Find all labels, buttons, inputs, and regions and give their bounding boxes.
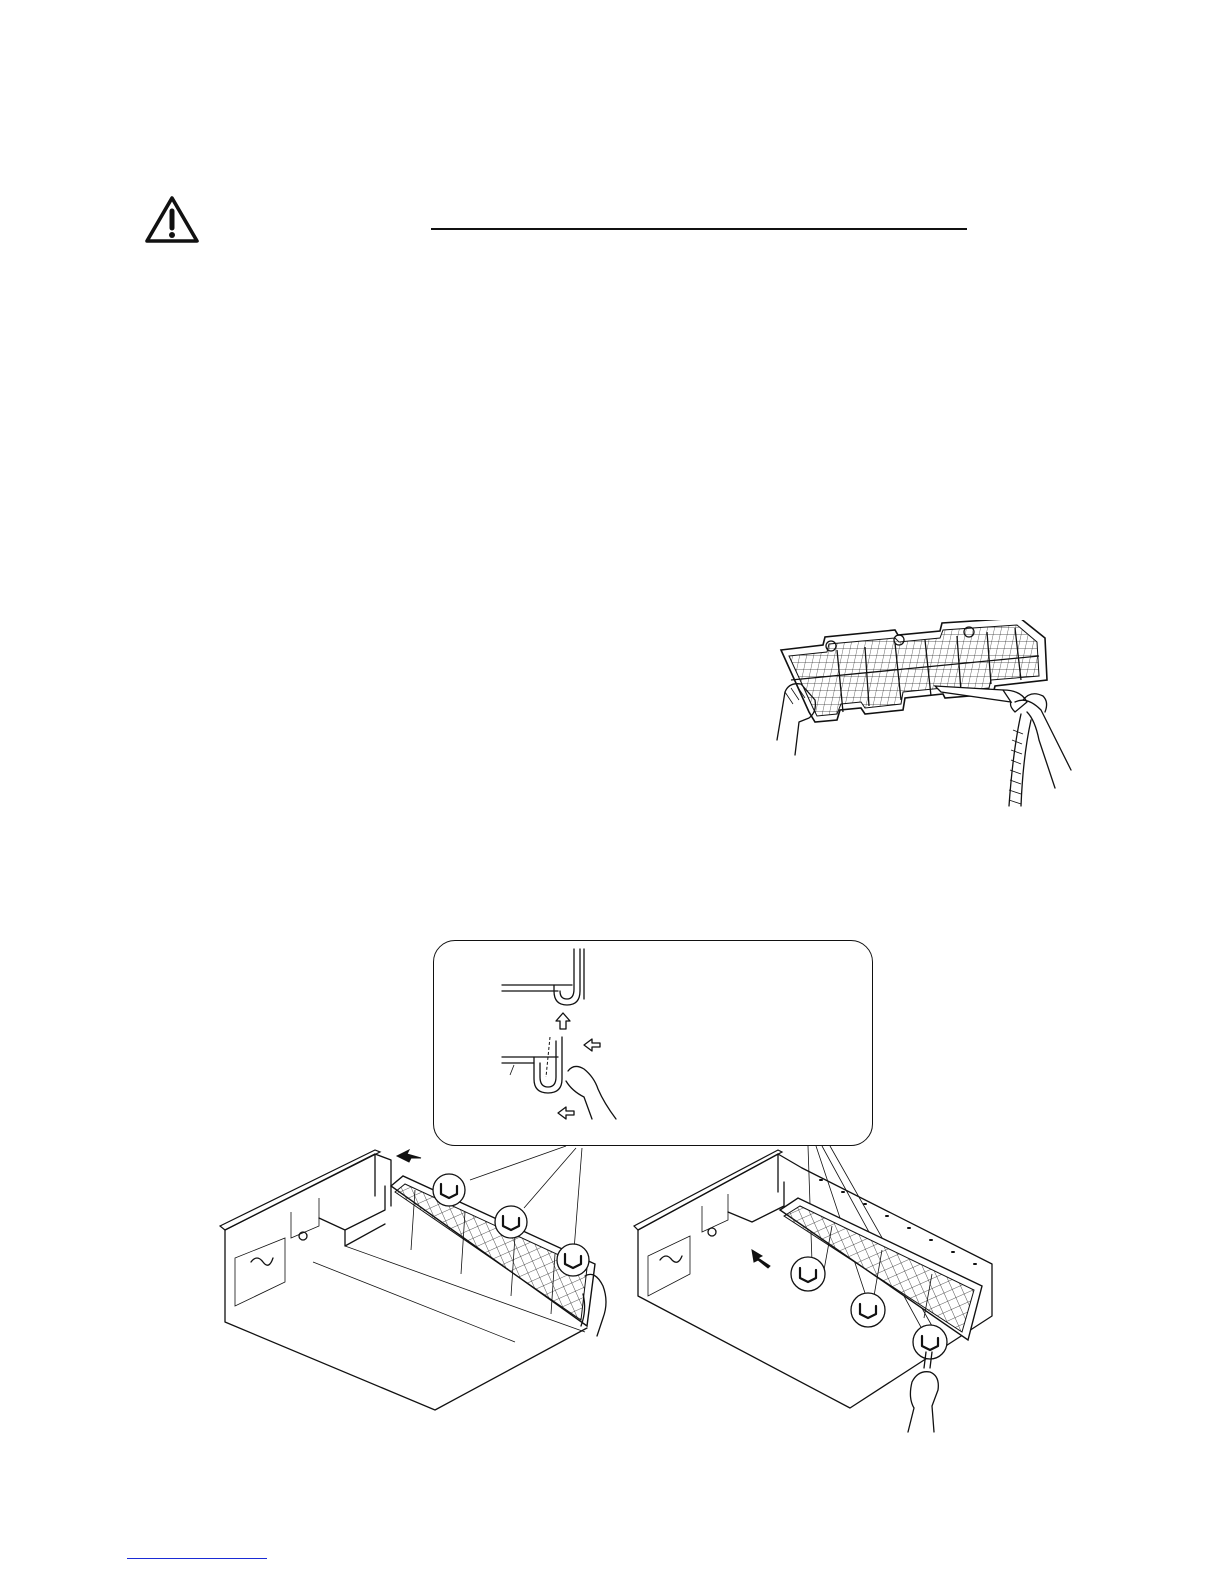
caution-section (140, 192, 980, 252)
filter-vacuum-cleaning-illustration (765, 620, 1085, 810)
warning-triangle-icon (144, 195, 200, 245)
caution-title-underline (431, 228, 967, 230)
filter-removal-unit-illustration (215, 1146, 615, 1416)
filter-hook-detail-illustration (433, 940, 873, 1146)
filter-installation-unit-illustration (632, 1146, 1002, 1436)
footer-link-underline[interactable] (127, 1558, 267, 1559)
